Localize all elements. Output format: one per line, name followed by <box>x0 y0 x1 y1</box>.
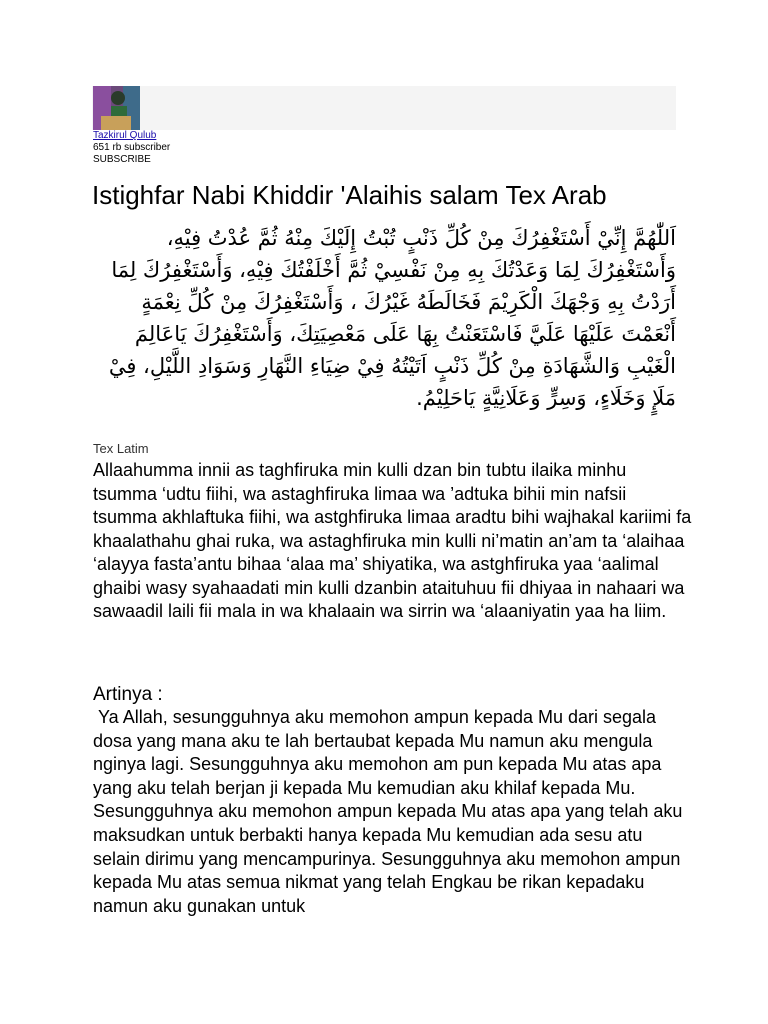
document-title: Istighfar Nabi Khiddir 'Alaihis salam Tex Arab <box>92 180 607 210</box>
subscriber-count: 651 rb subscriber <box>93 142 171 153</box>
subscribe-button[interactable]: SUBSCRIBE <box>93 154 151 165</box>
latin-section-label: Tex Latim <box>93 441 149 456</box>
channel-name-link[interactable]: Tazkirul Qulub <box>93 130 157 141</box>
channel-header <box>92 86 676 130</box>
channel-avatar[interactable] <box>93 86 140 130</box>
translation-text: Ya Allah, sesungguhnya aku memohon ampun kepada Mu dari segala dosa yang mana aku te lah bertaubat kepada Mu namun aku mengula nginya lagi. Sesungguhnya aku memohon am pun kepada Mu atas apa yang aku telah berjan ji kepada Mu kemudian aku khilaf kepada Mu. Sesungguhnya aku memohon ampun kepada Mu atas apa yang telah aku maksudkan untuk berbakti hanya kepada Mu kemudian ada sesu atu selain dirimu yang mencampurinya. Sesungguhnya aku memohon ampun kepada Mu atas semua nikmat yang telah Engkau be rikan kepadaku namun aku gunakan untuk <box>93 707 688 916</box>
translation-section-label: Artinya : <box>93 684 163 705</box>
arabic-text: اَللّٰهُمَّ إِنِّيْ أَسْتَغْفِرُكَ مِنْ كُلِّ ذَنْبٍ تُبْتُ إِلَيْكَ مِنْهُ ثُمَّ عُدْتُ فِيْهِ، وَأَسْتَغْفِرُكَ لِمَا وَعَدْتُكَ بِهِ مِنْ نَفْسِيْ ثُمَّ أَخْلَفْتُكَ فِيْهِ، وَأَسْتَغْفِرُكَ لِمَا أَرَدْتُ بِهِ وَجْهَكَ الْكَرِيْمَ فَخَالَطَهُ غَيْرُكَ ، وَأَسْتَغْفِرُكَ مِنْ كُلِّ نِعْمَةٍ أَنْعَمْتَ عَلَيْهَا عَلَيَّ فَاسْتَعَنْتُ بِهَا عَلَى مَعْصِيَتِكَ، وَأَسْتَغْفِرُكَ يَاعَالِمَ الْغَيْبِ وَالشَّهَادَةِ مِنْ كُلِّ ذَنْبٍ اَتَيْتُهُ فِيْ ضِيَاءِ النَّهَارِ وَسَوَادِ اللَّيْلِ، فِيْ مَلَإٍ وَخَلَاءٍ، وَسِرٍّ وَعَلَانِيَّةٍ يَاحَلِيْمُ. <box>108 226 676 410</box>
latin-transliteration: Allaahumma innii as taghfiruka min kulli dzan bin tubtu ilaika minhu tsumma ‘udtu fiihi, wa astaghfiruka limaa wa ’adtuka bihii min nafsii tsumma akhlaftuka fiihi, wa astghfiruka limaa aradtu bihi wajhakal kariimi fa khaalathahu ghai ruka, wa astaghfiruka min kulli ni’matin an’am ta ‘alaihaa ‘alayya fasta’antu bihaa ‘alaa ma’ shiyatika, wa astghfiruka yaa ‘aalimal ghaibi wasy syahaadati min kulli dzanbin ataituhuu fii dhiyaa in nahaari wa sawaadil laili fii mala in wa khalaain wa sirrin wa ‘alaaniyatin yaa ha liim. <box>93 460 692 621</box>
